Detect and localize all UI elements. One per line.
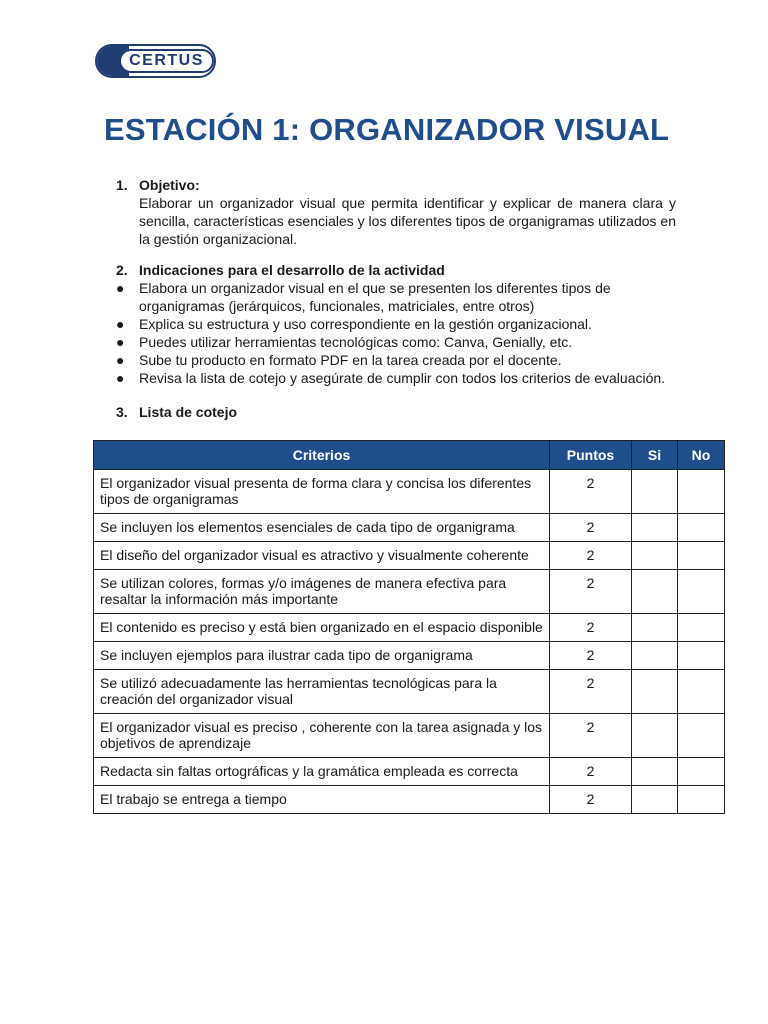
criterio-cell: El diseño del organizador visual es atractivo y visualmente coherente xyxy=(94,542,550,570)
bullet-dot-icon: ● xyxy=(116,280,125,296)
puntos-cell: 2 xyxy=(550,758,632,786)
no-cell[interactable] xyxy=(678,670,725,714)
table-header-row xyxy=(94,441,725,470)
logo-text: CERTUS xyxy=(119,49,214,73)
si-cell[interactable] xyxy=(632,542,678,570)
section-number: 3. xyxy=(116,404,128,420)
section-indicaciones xyxy=(116,261,676,387)
puntos-cell: 2 xyxy=(550,542,632,570)
criterio-cell: Se incluyen los elementos esenciales de cada tipo de organigrama xyxy=(94,514,550,542)
table-row xyxy=(94,642,725,670)
table-row xyxy=(94,714,725,758)
criterio-cell: El organizador visual presenta de forma clara y concisa los diferentes tipos de organigramas xyxy=(94,470,550,514)
indicaciones-list xyxy=(116,279,676,387)
list-item: ● Revisa la lista de cotejo y asegúrate de cumplir con todos los criterios de evaluación. xyxy=(116,370,666,386)
section-title: Indicaciones para el desarrollo de la actividad xyxy=(139,262,445,278)
criterio-cell: Redacta sin faltas ortográficas y la gramática empleada es correcta xyxy=(94,758,550,786)
certus-logo xyxy=(95,44,216,78)
header-no: No xyxy=(678,441,725,470)
section-number: 2. xyxy=(116,262,128,278)
no-cell[interactable] xyxy=(678,470,725,514)
criterio-cell: El organizador visual es preciso , coherente con la tarea asignada y los objetivos de aprendizaje xyxy=(94,714,550,758)
si-cell[interactable] xyxy=(632,514,678,542)
si-cell[interactable] xyxy=(632,470,678,514)
criterio-cell: El contenido es preciso y está bien organizado en el espacio disponible xyxy=(94,614,550,642)
bullet-dot-icon: ● xyxy=(116,334,125,350)
si-cell[interactable] xyxy=(632,670,678,714)
bullet-dot-icon: ● xyxy=(116,370,125,386)
list-item: ● Elabora un organizador visual en el que se presenten los diferentes tipos de organigramas (jerárquicos, funcionales, matriciales, entre otros) xyxy=(116,280,611,314)
puntos-cell: 2 xyxy=(550,514,632,542)
no-cell[interactable] xyxy=(678,642,725,670)
header-criterios: Criterios xyxy=(94,441,550,470)
criterio-cell: El trabajo se entrega a tiempo xyxy=(94,786,550,814)
puntos-cell: 2 xyxy=(550,470,632,514)
section-title: Objetivo: xyxy=(139,177,200,193)
bullet-dot-icon: ● xyxy=(116,316,125,332)
puntos-cell: 2 xyxy=(550,614,632,642)
header-puntos: Puntos xyxy=(550,441,632,470)
list-item: ● Explica su estructura y uso correspondiente en la gestión organizacional. xyxy=(116,316,592,332)
no-cell[interactable] xyxy=(678,542,725,570)
no-cell[interactable] xyxy=(678,786,725,814)
page-title: ESTACIÓN 1: ORGANIZADOR VISUAL xyxy=(104,112,670,147)
section-title: Lista de cotejo xyxy=(139,404,238,420)
no-cell[interactable] xyxy=(678,570,725,614)
puntos-cell: 2 xyxy=(550,714,632,758)
table-row xyxy=(94,758,725,786)
table-row xyxy=(94,514,725,542)
list-item: ● Puedes utilizar herramientas tecnológicas como: Canva, Genially, etc. xyxy=(116,334,573,350)
table-row xyxy=(94,470,725,514)
table-row xyxy=(94,542,725,570)
no-cell[interactable] xyxy=(678,714,725,758)
section-objetivo xyxy=(116,176,676,248)
puntos-cell: 2 xyxy=(550,786,632,814)
si-cell[interactable] xyxy=(632,786,678,814)
section-lista-cotejo xyxy=(116,403,676,421)
table-row xyxy=(94,670,725,714)
puntos-cell: 2 xyxy=(550,670,632,714)
no-cell[interactable] xyxy=(678,514,725,542)
table-row xyxy=(94,570,725,614)
criterio-cell: Se utilizó adecuadamente las herramientas tecnológicas para la creación del organizador visual xyxy=(94,670,550,714)
no-cell[interactable] xyxy=(678,758,725,786)
si-cell[interactable] xyxy=(632,758,678,786)
checklist-table xyxy=(93,440,725,814)
no-cell[interactable] xyxy=(678,614,725,642)
si-cell[interactable] xyxy=(632,614,678,642)
section-number: 1. xyxy=(116,177,128,193)
puntos-cell: 2 xyxy=(550,570,632,614)
list-item: ● Sube tu producto en formato PDF en la tarea creada por el docente. xyxy=(116,352,562,368)
objetivo-text: Elaborar un organizador visual que permita identificar y explicar de manera clara y sencilla, características esenciales y los diferentes tipos de organigramas utilizados en la gestión organizacional. xyxy=(139,195,676,247)
si-cell[interactable] xyxy=(632,714,678,758)
table-row xyxy=(94,614,725,642)
criterio-cell: Se incluyen ejemplos para ilustrar cada tipo de organigrama xyxy=(94,642,550,670)
puntos-cell: 2 xyxy=(550,642,632,670)
si-cell[interactable] xyxy=(632,642,678,670)
criterio-cell: Se utilizan colores, formas y/o imágenes de manera efectiva para resaltar la información más importante xyxy=(94,570,550,614)
table-row xyxy=(94,786,725,814)
header-si: Si xyxy=(632,441,678,470)
si-cell[interactable] xyxy=(632,570,678,614)
bullet-dot-icon: ● xyxy=(116,352,125,368)
